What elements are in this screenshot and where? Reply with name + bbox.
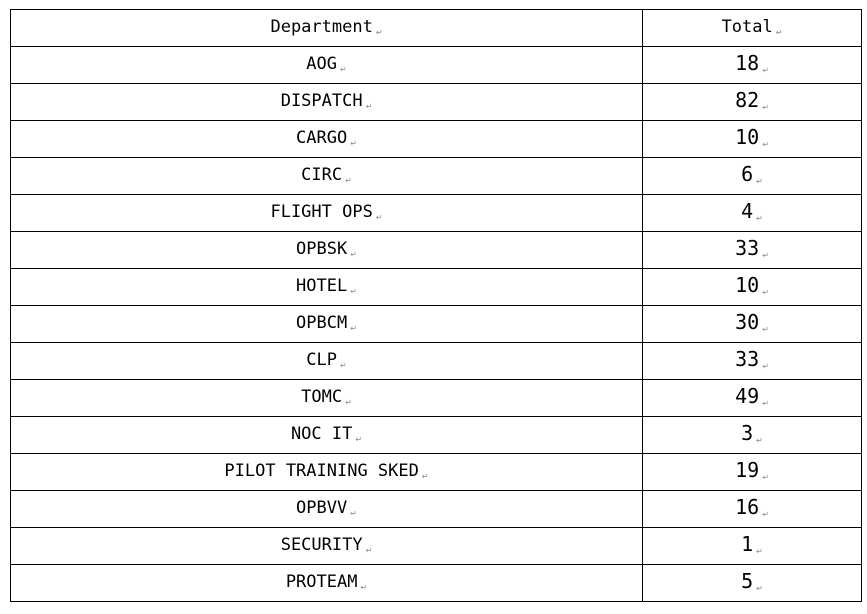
department-cell bbox=[11, 565, 643, 602]
total-cell bbox=[643, 528, 862, 565]
total-value: 19 bbox=[735, 458, 760, 482]
paragraph-mark-icon: ↵ bbox=[756, 214, 763, 223]
paragraph-mark-icon: ↵ bbox=[360, 583, 368, 592]
table-body bbox=[11, 10, 862, 602]
paragraph-mark-icon: ↵ bbox=[350, 250, 357, 259]
department-cell bbox=[11, 306, 643, 343]
department-cell bbox=[11, 47, 643, 84]
department-name: TOMC bbox=[301, 387, 343, 407]
department-name: DISPATCH bbox=[280, 91, 363, 111]
table-row bbox=[11, 491, 862, 528]
department-cell bbox=[11, 232, 643, 269]
table-row bbox=[11, 232, 862, 269]
paragraph-mark-icon: ↵ bbox=[365, 102, 373, 111]
header-total bbox=[643, 10, 862, 47]
department-cell bbox=[11, 528, 643, 565]
total-value: 49 bbox=[735, 384, 760, 408]
table-row bbox=[11, 306, 862, 343]
table-row bbox=[11, 565, 862, 602]
table-row bbox=[11, 269, 862, 306]
table-row bbox=[11, 121, 862, 158]
table-header-row bbox=[11, 10, 862, 47]
total-cell bbox=[643, 454, 862, 491]
total-value: 16 bbox=[735, 495, 760, 519]
table-row bbox=[11, 195, 862, 232]
paragraph-mark-icon: ↵ bbox=[345, 398, 352, 407]
paragraph-mark-icon: ↵ bbox=[756, 547, 763, 556]
header-department bbox=[11, 10, 643, 47]
total-value: 3 bbox=[741, 421, 754, 445]
department-name: HOTEL bbox=[296, 276, 348, 296]
total-value: 5 bbox=[741, 569, 754, 593]
paragraph-mark-icon: ↵ bbox=[340, 361, 347, 370]
paragraph-mark-icon: ↵ bbox=[762, 399, 769, 408]
paragraph-mark-icon: ↵ bbox=[762, 325, 769, 334]
header-department-text: Department bbox=[270, 17, 373, 37]
paragraph-mark-icon: ↵ bbox=[345, 176, 352, 185]
department-name: PILOT TRAINING SKED bbox=[224, 461, 419, 481]
total-cell bbox=[643, 84, 862, 121]
paragraph-mark-icon: ↵ bbox=[756, 177, 763, 186]
total-cell bbox=[643, 306, 862, 343]
total-value: 82 bbox=[735, 88, 760, 112]
department-cell bbox=[11, 343, 643, 380]
paragraph-mark-icon: ↵ bbox=[762, 66, 769, 75]
department-name: PROTEAM bbox=[285, 572, 358, 592]
total-cell bbox=[643, 121, 862, 158]
total-cell bbox=[643, 491, 862, 528]
paragraph-mark-icon: ↵ bbox=[350, 324, 357, 333]
paragraph-mark-icon: ↵ bbox=[762, 510, 769, 519]
total-value: 4 bbox=[741, 199, 754, 223]
total-value: 30 bbox=[735, 310, 760, 334]
table-row bbox=[11, 84, 862, 121]
total-cell bbox=[643, 417, 862, 454]
paragraph-mark-icon: ↵ bbox=[762, 140, 769, 149]
department-name: CARGO bbox=[296, 128, 348, 148]
paragraph-mark-icon: ↵ bbox=[762, 288, 769, 297]
total-cell bbox=[643, 195, 862, 232]
department-cell bbox=[11, 84, 643, 121]
paragraph-mark-icon: ↵ bbox=[762, 362, 769, 371]
department-name: FLIGHT OPS bbox=[270, 202, 373, 222]
department-cell bbox=[11, 158, 643, 195]
paragraph-mark-icon: ↵ bbox=[762, 473, 769, 482]
paragraph-mark-icon: ↵ bbox=[762, 103, 769, 112]
paragraph-mark-icon: ↵ bbox=[350, 287, 357, 296]
table-row bbox=[11, 454, 862, 491]
department-name: OPBSK bbox=[296, 239, 348, 259]
department-name: SECURITY bbox=[280, 535, 363, 555]
paragraph-mark-icon: ↵ bbox=[340, 65, 347, 74]
paragraph-mark-icon: ↵ bbox=[756, 436, 763, 445]
department-cell bbox=[11, 380, 643, 417]
paragraph-mark-icon: ↵ bbox=[355, 435, 363, 444]
total-value: 1 bbox=[741, 532, 754, 556]
total-value: 10 bbox=[735, 273, 760, 297]
department-cell bbox=[11, 195, 643, 232]
department-name: AOG bbox=[306, 54, 337, 74]
paragraph-mark-icon: ↵ bbox=[421, 472, 429, 481]
department-name: NOC IT bbox=[290, 424, 353, 444]
department-name: CIRC bbox=[301, 165, 343, 185]
total-cell bbox=[643, 380, 862, 417]
total-value: 6 bbox=[741, 162, 754, 186]
paragraph-mark-icon: ↵ bbox=[350, 509, 357, 518]
total-cell bbox=[643, 47, 862, 84]
department-cell bbox=[11, 417, 643, 454]
total-cell bbox=[643, 565, 862, 602]
paragraph-mark-icon: ↵ bbox=[365, 546, 373, 555]
paragraph-mark-icon: ↵ bbox=[756, 584, 763, 593]
table-row bbox=[11, 158, 862, 195]
total-cell bbox=[643, 158, 862, 195]
department-cell bbox=[11, 454, 643, 491]
paragraph-mark-icon: ↵ bbox=[350, 139, 357, 148]
department-name: OPBCM bbox=[296, 313, 348, 333]
paragraph-mark-icon: ↵ bbox=[762, 251, 769, 260]
paragraph-mark-icon: ↵ bbox=[375, 213, 383, 222]
table-row bbox=[11, 47, 862, 84]
table-row bbox=[11, 380, 862, 417]
total-value: 33 bbox=[735, 236, 760, 260]
total-value: 33 bbox=[735, 347, 760, 371]
table-row bbox=[11, 343, 862, 380]
paragraph-mark-icon: ↵ bbox=[775, 28, 783, 37]
table-row bbox=[11, 528, 862, 565]
table-row bbox=[11, 417, 862, 454]
department-cell bbox=[11, 121, 643, 158]
header-total-text: Total bbox=[721, 17, 773, 37]
total-cell bbox=[643, 269, 862, 306]
department-totals-table bbox=[10, 9, 862, 602]
total-cell bbox=[643, 232, 862, 269]
department-cell bbox=[11, 491, 643, 528]
total-value: 18 bbox=[735, 51, 760, 75]
total-cell bbox=[643, 343, 862, 380]
total-value: 10 bbox=[735, 125, 760, 149]
department-cell bbox=[11, 269, 643, 306]
paragraph-mark-icon: ↵ bbox=[375, 28, 383, 37]
department-name: CLP bbox=[306, 350, 337, 370]
department-name: OPBVV bbox=[296, 498, 348, 518]
